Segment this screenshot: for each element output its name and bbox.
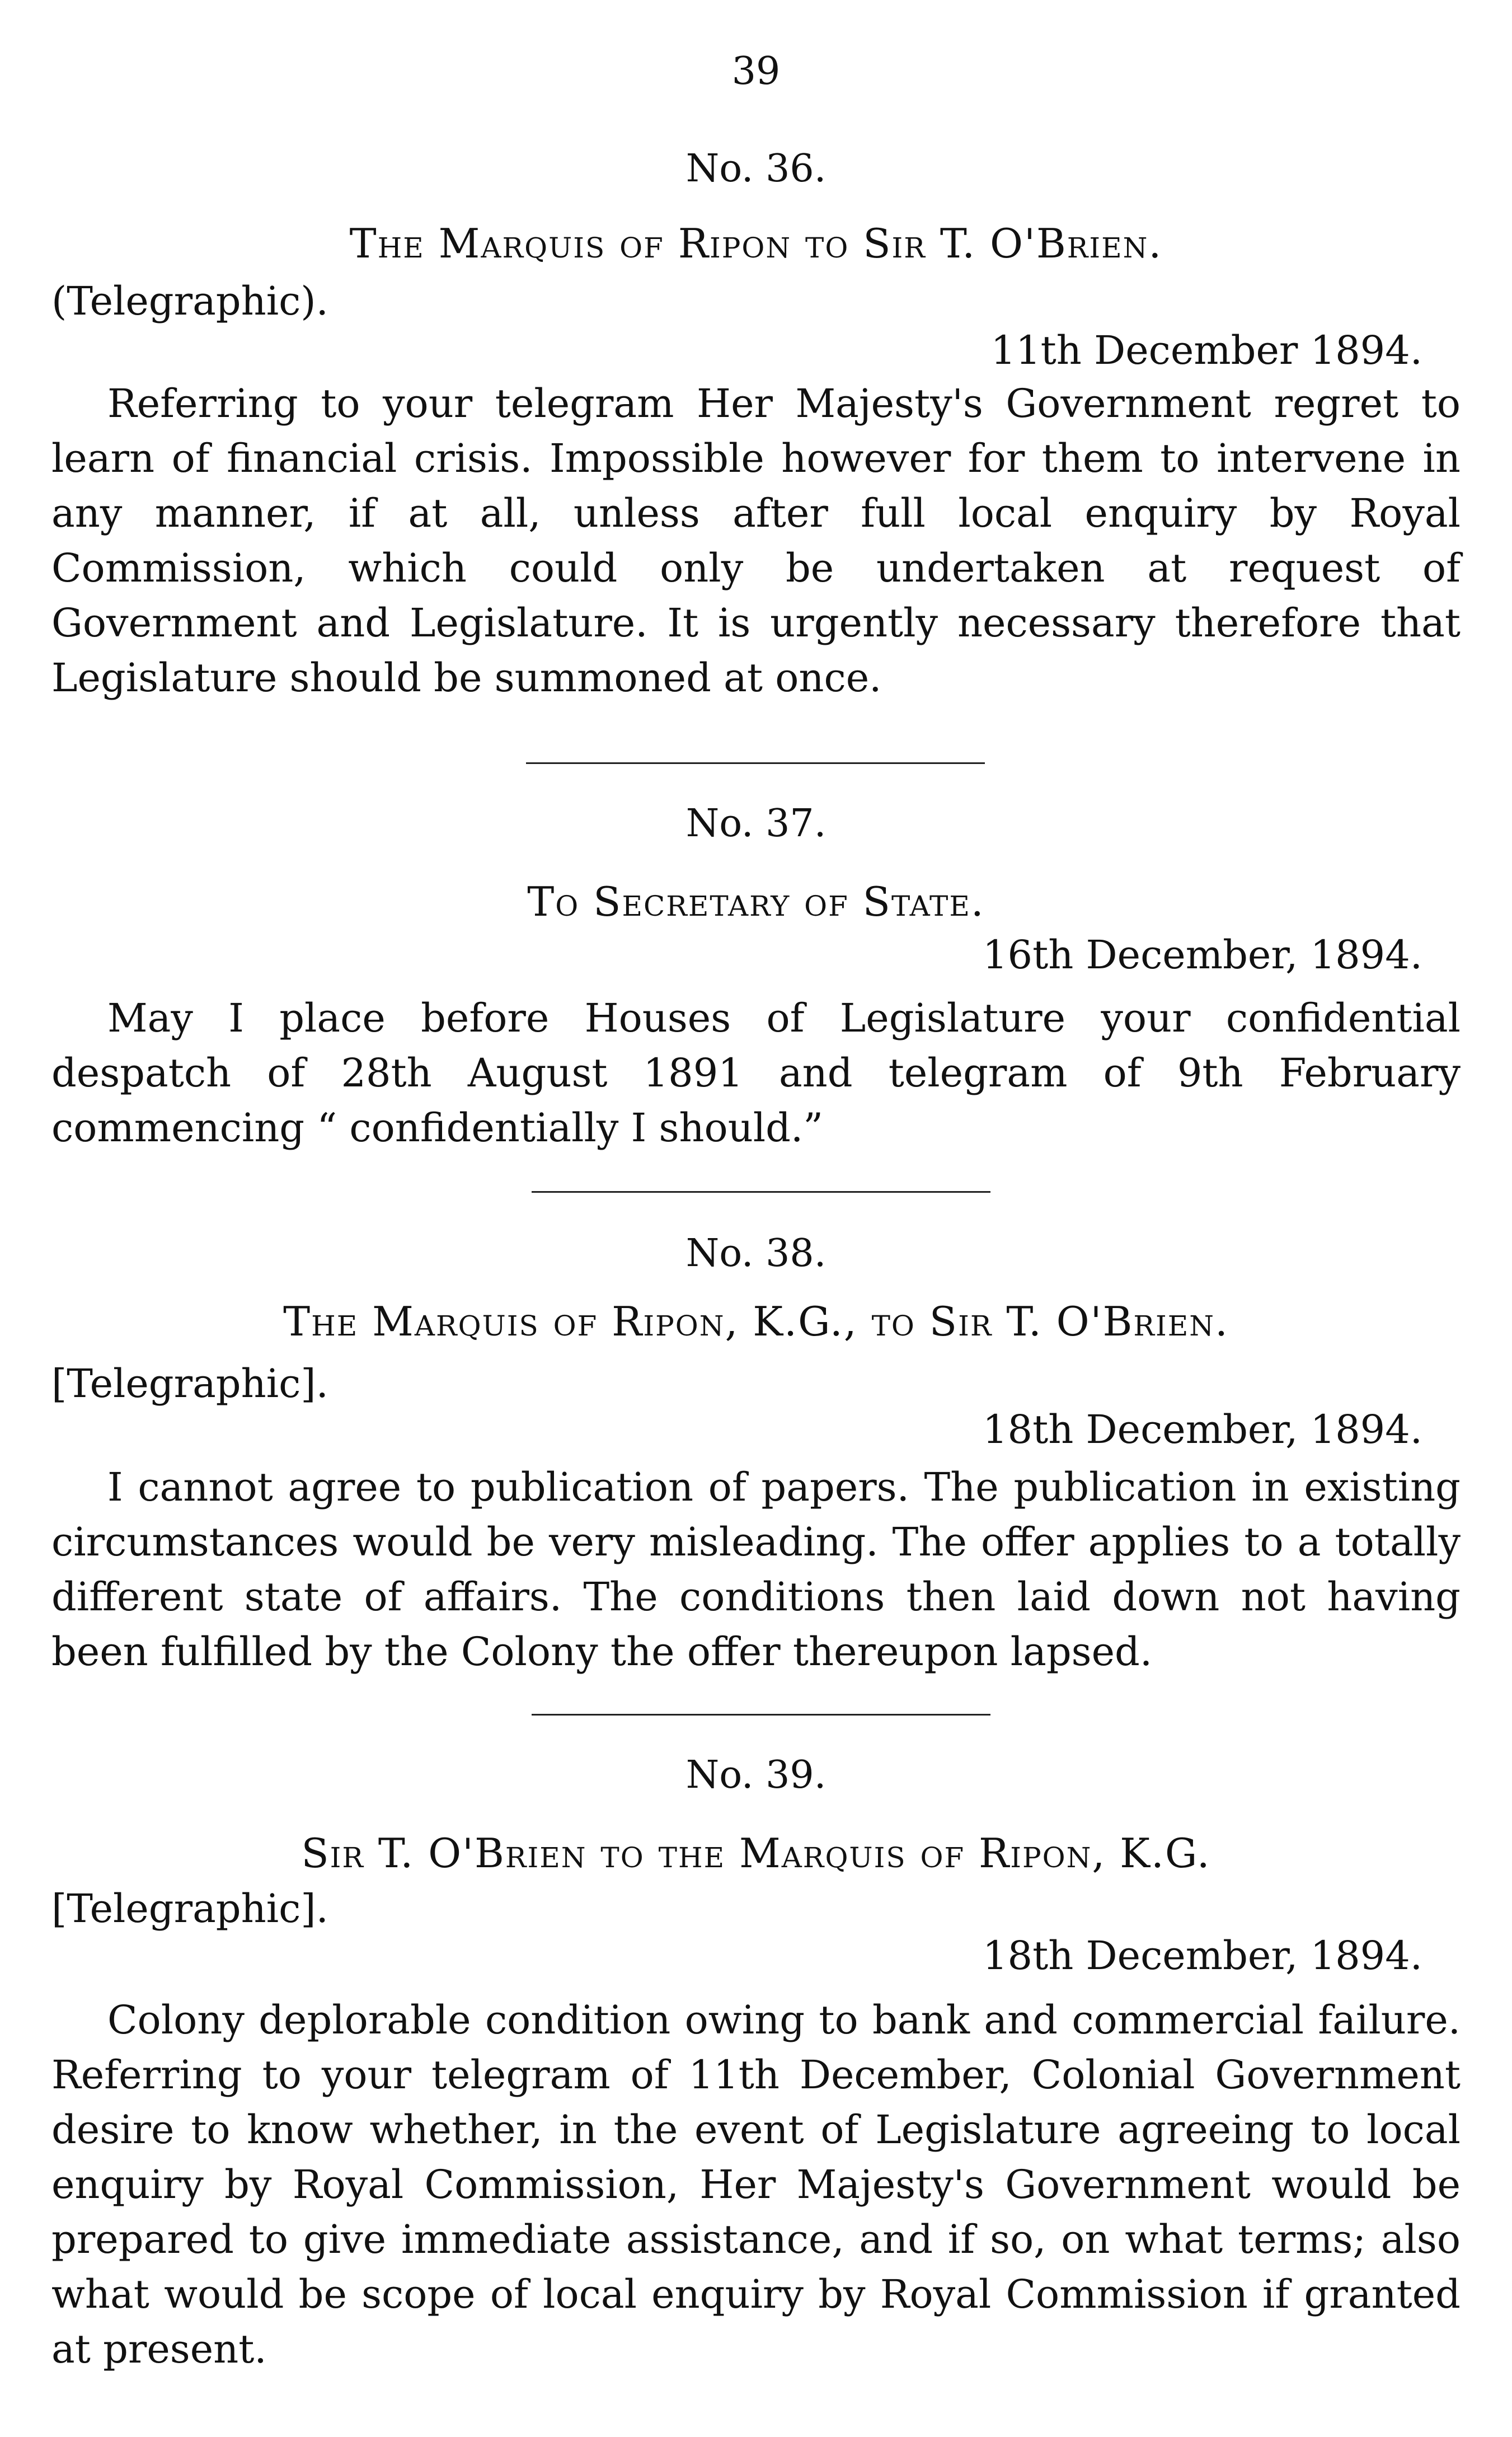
entry-38-date: 18th December, 1894. [983,1407,1422,1452]
section-divider [532,1191,990,1193]
entry-36-heading: The Marquis of Ripon to Sir T. O'Brien. [349,220,1163,267]
entry-38-heading: The Marquis of Ripon, K.G., to Sir T. O'Brien. [283,1298,1229,1345]
entry-37-body: May I place before Houses of Legislature your confidential despatch of 28th August 1891 and telegram of 9th February commencing “ confidentially I should.” [51,995,1461,1151]
section-divider [526,762,985,764]
entry-36-date: 11th December 1894. [990,327,1422,373]
entry-37-number: No. 37. [685,802,827,846]
entry-39-heading: Sir T. O'Brien to the Marquis of Ripon, K.G. [301,1830,1211,1877]
entry-36-number: No. 36. [685,147,827,191]
entry-36-body: Referring to your telegram Her Majesty's Government regret to learn of financial crisis. Impossible however for them to intervene in any manner, if at all, unless after full local enquiry by Royal Commission, which could only be undertaken at request of Government and Legislature. It is urgently necessary therefore that Legislature should be summoned at once. [51,381,1461,701]
entry-39-number: No. 39. [685,1753,827,1797]
page-number: 39 [731,49,781,93]
section-divider [532,1714,990,1716]
entry-38-mode: [Telegraphic]. [51,1361,328,1407]
entry-38-number: No. 38. [685,1231,827,1276]
entry-36-mode: (Telegraphic). [51,278,328,324]
entry-39-mode: [Telegraphic]. [51,1886,328,1932]
entry-37-heading: To Secretary of State. [527,878,985,925]
entry-38-body: I cannot agree to publication of papers. The publication in existing circumstances would be very misleading. The offer applies to a totally different state of affairs. The conditions then laid down not having been fulfilled by the Colony the offer thereupon lapsed. [51,1464,1461,1675]
entry-39-date: 18th December, 1894. [983,1933,1422,1979]
entry-37-date: 16th December, 1894. [983,932,1422,978]
entry-39-body: Colony deplorable condition owing to bank and commercial failure. Referring to your telegram of 11th December, Colonial Government desire to know whether, in the event of Legislature agreeing to local enquiry by Royal Commission, Her Majesty's Government would be prepared to give immediate assistance, and if so, on what terms; also what would be scope of local enquiry by Royal Commission if granted at present. [51,1997,1461,2372]
